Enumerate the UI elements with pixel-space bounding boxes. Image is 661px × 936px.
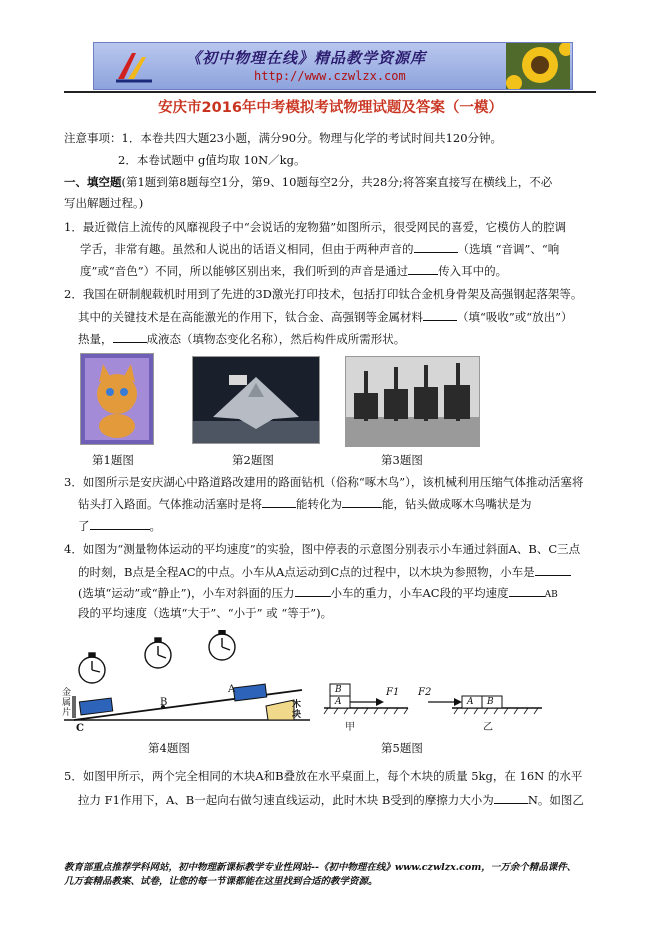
q4-line-2: [78, 563, 571, 580]
header-rule: [64, 91, 596, 93]
section1-line-1: [64, 174, 552, 190]
fig4-label-a: A: [228, 684, 236, 695]
drilling-machines-image: [346, 357, 479, 446]
section1-instructions: (第1题到第8题每空1分，第9、10题每空2分，共28分;将答案直接写在横线上，不必: [121, 175, 553, 189]
fig5-label-f2: F2: [418, 687, 432, 698]
q1-blank-1[interactable]: [414, 240, 458, 253]
header-banner: [93, 42, 573, 90]
figure-4-incline-diagram: [62, 630, 318, 738]
figure-1-caption: 第1题图: [92, 453, 134, 467]
q4-blank-2[interactable]: [295, 584, 331, 597]
ground-hatch: [324, 708, 538, 714]
footer-line-2: 几万套精品教案、试卷，让您的每一节课都能在这里找到合适的教学资源。: [64, 876, 378, 887]
page-title: 安庆市2016年中考模拟考试物理试题及答案（一模）: [158, 100, 503, 116]
q3-text: 。: [149, 519, 161, 533]
fig5-label-a2: A: [467, 697, 474, 707]
q5-blank-1[interactable]: [494, 791, 528, 804]
section1-line-2: 写出解题过程。): [64, 196, 144, 210]
q2-text: （填“吸收”或“放出”）: [457, 310, 573, 324]
q1-text: 传入耳中的。: [438, 264, 508, 278]
q3-line-2: [78, 495, 532, 512]
q4-blank-3[interactable]: [509, 584, 545, 597]
figure-3-caption: 第3题图: [381, 453, 423, 467]
q3-blank-1[interactable]: [262, 495, 296, 508]
q2-line-2: [78, 308, 573, 325]
q1-text: （选填 “音调”、“响: [457, 242, 560, 256]
banner-title: 《初中物理在线》精品教学资源库: [186, 49, 427, 67]
fig4-label-b: B: [160, 697, 168, 708]
page-footer: [64, 861, 604, 889]
q3-text: 了: [78, 519, 90, 533]
notes-line-2: 2．本卷试题中 g值均取 10N／kg。: [118, 153, 306, 167]
q1-text: 学舌，非常有趣。虽然和人说出的话语义相同，但由于两种声音的: [80, 242, 414, 256]
banner-url: http://www.czwlzx.com: [254, 69, 406, 83]
figure-2-caption: 第2题图: [232, 453, 274, 467]
q4-line-1: 4．如图为“测量物体运动的平均速度”的实验，图中停表的示意图分别表示小车通过斜面A、B、C三点: [64, 542, 581, 556]
q3-blank-3[interactable]: [90, 517, 150, 530]
q4-text: 小车的重力，小车AC段的平均速度: [330, 586, 509, 600]
talking-cat-image: [81, 354, 153, 444]
q2-text: 其中的关键技术是在高能激光的作用下，钛合金、高强钢等金属材料: [78, 310, 423, 324]
fig5-label-b2: B: [487, 697, 494, 707]
sunflower-icon: [506, 43, 570, 89]
q4-blank-1[interactable]: [535, 563, 571, 576]
figure-4-caption: 第4题图: [148, 741, 190, 755]
figure-3-drilling-machines: [345, 356, 480, 447]
q3-text: 能，钻头做成啄木鸟嘴状是为: [382, 497, 532, 511]
q1-line-3: [80, 262, 507, 279]
q3-blank-2[interactable]: [342, 495, 382, 508]
q1-line-1: 1．最近微信上流传的风靡视段子中“会说话的宠物猫”如图所示，很受网民的喜爱，它模仿人的腔调: [64, 220, 567, 234]
q4-line-4: 段的平均速度（选填“大于”、“小于” 或 “等于”)。: [78, 606, 333, 620]
fig5-label-a: A: [335, 697, 342, 707]
fig4-label-c: C: [76, 723, 84, 734]
figure-2-fighter-jet: [192, 356, 320, 444]
fig4-label-wood: 木块: [292, 700, 302, 720]
figure-5-caption: 第5题图: [381, 741, 423, 755]
q4-text: (选填“运动”或“静止”)，小车对斜面的压力: [78, 586, 295, 600]
q2-text: 热量，: [78, 332, 113, 346]
fig4-label-slide: 金属片: [62, 688, 72, 718]
q3-text: 能转化为: [296, 497, 342, 511]
q5-text: N。如图乙: [527, 793, 584, 807]
fig5-label-b: B: [335, 685, 342, 695]
q4-text: 的时刻，B点是全程AC的中点。小车从A点运动到C点的过程中，以木块为参照物，小车是: [78, 565, 535, 579]
q4-text: AB: [544, 590, 558, 600]
figure-5-blocks-diagram: [318, 676, 550, 724]
q2-blank-2[interactable]: [113, 330, 147, 343]
q2-text: 成液态（填物态变化名称），然后构件成所需形状。: [146, 332, 406, 346]
q5-line-1: 5．如图甲所示，两个完全相同的木块A和B叠放在水平桌面上，每个木块的质量 5kg，在 16N 的水平: [64, 769, 583, 783]
q1-line-2: [80, 240, 559, 257]
q5-text: 拉力 F1作用下，A、B一起向右做匀速直线运动，此时木块 B受到的摩擦力大小为: [78, 793, 494, 807]
q3-line-3: [78, 517, 161, 534]
fig5-label-yi: 乙: [483, 722, 493, 733]
q1-blank-2[interactable]: [408, 262, 438, 275]
fighter-jet-image: [193, 357, 319, 443]
q2-blank-1[interactable]: [423, 308, 457, 321]
q2-line-3: [78, 330, 405, 347]
footer-line-1: 教育部重点推荐学科网站，初中物理新课标教学专业性网站--《初中物理在线》www.czwlzx.com，一万余个精品课件、: [64, 862, 577, 873]
q2-line-1: 2．我国在研制舰载机时用到了先进的3D激光打印技术，包括打印钛合金机身骨架及高强钢起落架等。: [64, 287, 583, 301]
site-logo-icon: [112, 49, 156, 85]
figure-1-talking-cat: [80, 353, 154, 445]
fig5-label-f1: F1: [386, 687, 400, 698]
section1-heading: 一、填空题: [64, 175, 122, 189]
q4-line-3: [78, 584, 558, 603]
fig5-label-jia: 甲: [345, 722, 355, 733]
notes-line-1: 注意事项：1．本卷共四大题23小题，满分90分。物理与化学的考试时间共120分钟。: [64, 131, 503, 145]
stopwatch-icon: [79, 630, 235, 683]
q1-text: 度”或“音色”）不同，所以能够区别出来，我们听到的声音是通过: [80, 264, 409, 278]
q3-text: 钻头打入路面。气体推动活塞时是将: [78, 497, 262, 511]
q5-line-2: [78, 791, 584, 808]
q3-line-1: 3．如图所示是安庆湖心中路道路改建用的路面钻机（俗称“啄木鸟”），该机械利用压缩气体推动活塞将: [64, 475, 584, 489]
